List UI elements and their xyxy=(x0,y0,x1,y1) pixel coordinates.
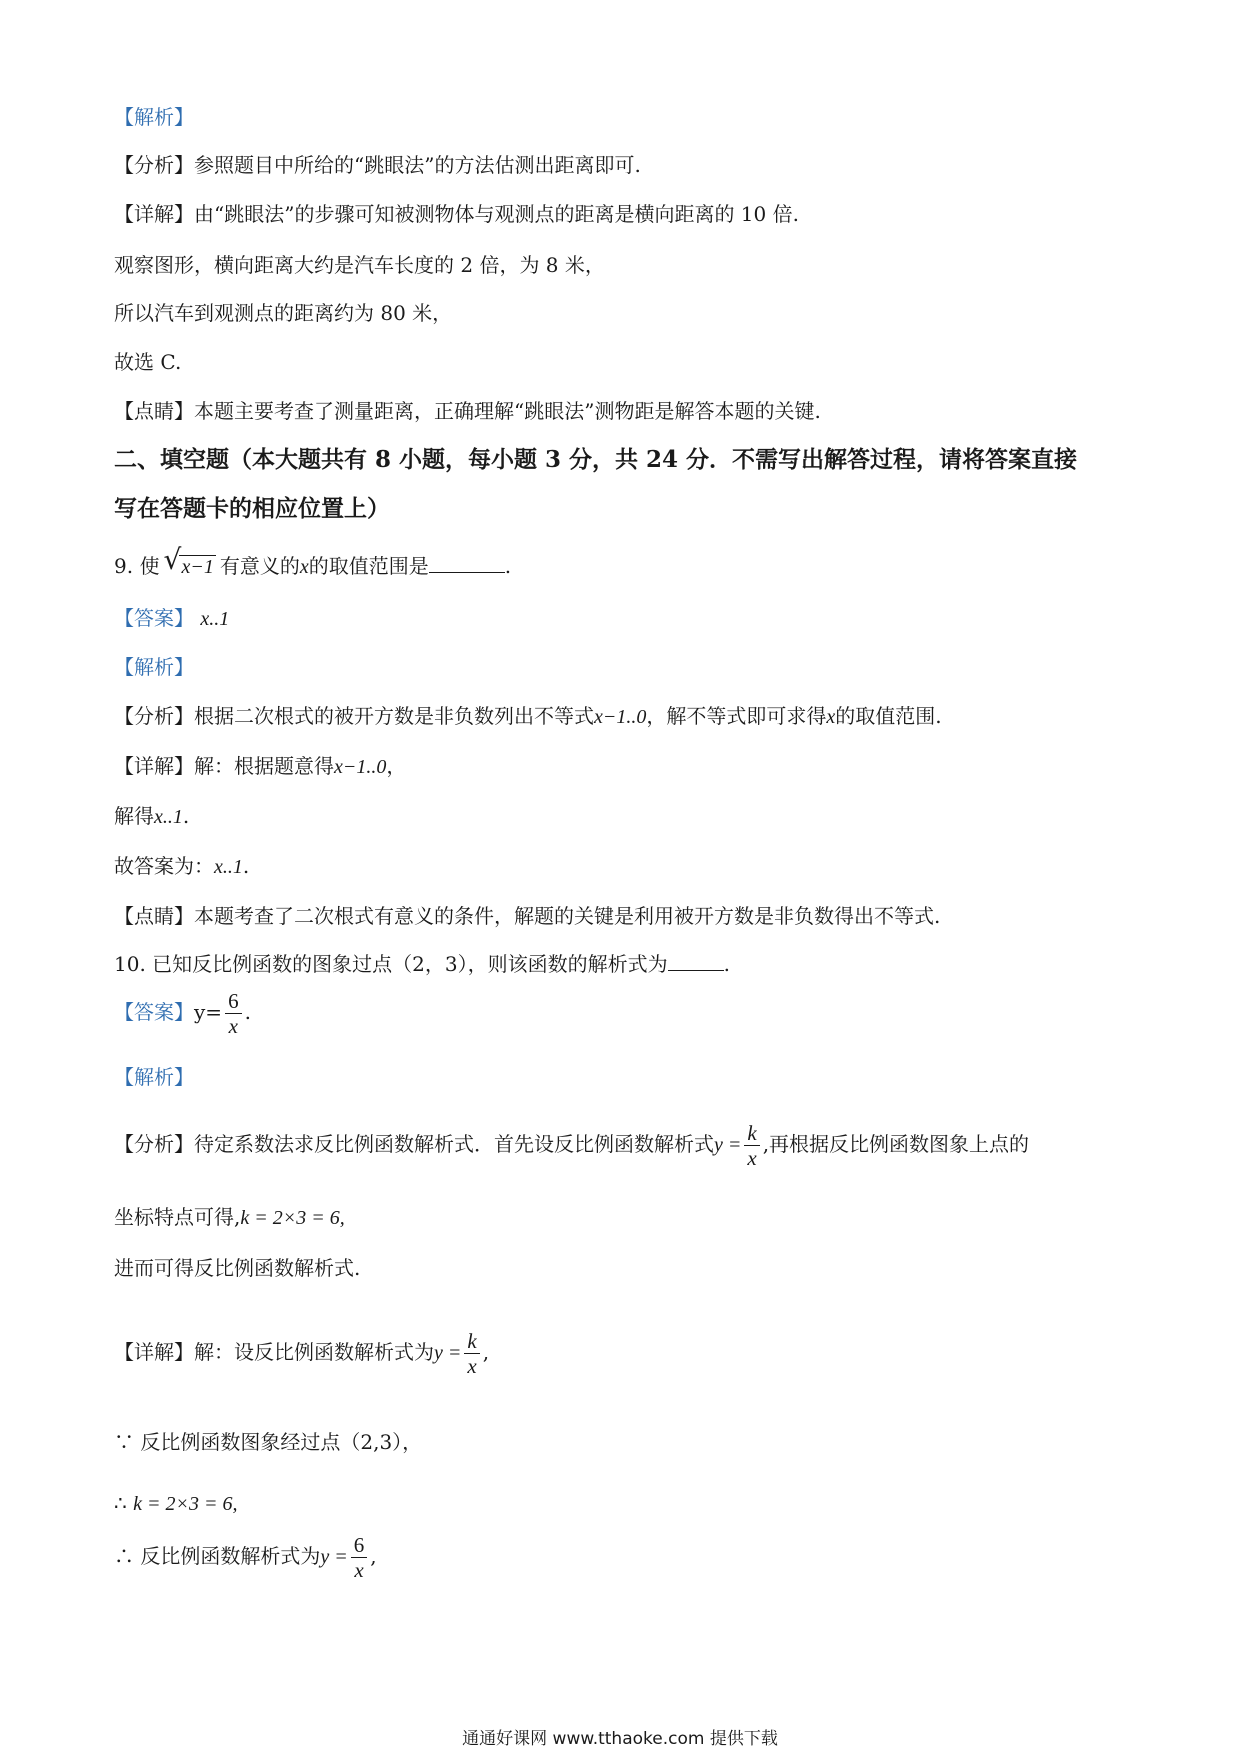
analysis-heading-3: 【解析】 xyxy=(114,1065,194,1089)
question-9: 9. 使 √ x−1 有意义的x的取值范围是 . xyxy=(114,552,511,581)
analysis-9: 【分析】根据二次根式的被开方数是非负数列出不等式x−1..0，解不等式即可求得x的取值范围. xyxy=(114,704,942,728)
section-title-line-1: 二、填空题（本大题共有 8 小题，每小题 3 分，共 24 分．不需写出解答过程，请将答案直接 xyxy=(114,446,1078,473)
radical-sign: √ xyxy=(163,543,182,576)
answer-10: 【答案】y= $\frac{6}{x}$ . xyxy=(114,989,251,1038)
therefore-line-2: ∴ 反比例函数解析式为y = $\frac{6}{x}$ , xyxy=(114,1533,377,1582)
solution-line-2: 所以汽车到观测点的距离约为 80 米， xyxy=(114,301,453,325)
answer-blank xyxy=(429,552,505,573)
page-footer: 通通好课网 www.tthaoke.com 提供下载 xyxy=(462,1729,778,1749)
comment-text: 【点睛】本题主要考查了测量距离，正确理解“跳眼法”测物距是解答本题的关键. xyxy=(114,399,821,423)
detail-9: 【详解】解：根据题意得x−1..0， xyxy=(114,754,407,778)
fraction: $\frac{6}{x}$ xyxy=(351,1533,368,1582)
because-line: ∵ 反比例函数图象经过点（2,3）， xyxy=(114,1430,423,1454)
answer-choice: 故选 C. xyxy=(114,350,182,374)
analysis-10: 【分析】待定系数法求反比例函数解析式．首先设反比例函数解析式y = $\frac{k}{x}$ ,再根据反比例函数图象上点的 xyxy=(114,1121,1030,1170)
solution-line-1: 观察图形，横向距离大约是汽车长度的 2 倍，为 8 米， xyxy=(114,253,605,277)
analysis-10-line-2: 坐标特点可得,k = 2×3 = 6, xyxy=(114,1205,345,1229)
therefore-line-1: ∴ k = 2×3 = 6, xyxy=(114,1491,238,1515)
sqrt-expression: √ x−1 xyxy=(163,543,214,578)
detail-text: 【详解】由“跳眼法”的步骤可知被测物体与观测点的距离是横向距离的 10 倍. xyxy=(114,202,799,226)
question-10: 10. 已知反比例函数的图象过点（2，3），则该函数的解析式为 . xyxy=(114,952,730,976)
analysis-heading-1: 【解析】 xyxy=(114,105,194,129)
fraction: $\frac{k}{x}$ xyxy=(744,1121,759,1170)
analysis-heading-2: 【解析】 xyxy=(114,655,194,679)
section-title-line-2: 写在答题卡的相应位置上） xyxy=(114,495,390,522)
fraction: $\frac{6}{x}$ xyxy=(225,989,242,1038)
answer-9: 【答案】 x..1 xyxy=(114,606,230,630)
answer-blank xyxy=(668,950,724,971)
detail-10: 【详解】解：设反比例函数解析式为y = $\frac{k}{x}$ , xyxy=(114,1329,490,1378)
final-answer-9: 故答案为：x..1. xyxy=(114,854,250,878)
solve-9: 解得x..1. xyxy=(114,804,190,828)
fraction: $\frac{k}{x}$ xyxy=(464,1329,479,1378)
analysis-text: 【分析】参照题目中所给的“跳眼法”的方法估测出距离即可. xyxy=(114,153,641,177)
comment-9: 【点睛】本题考查了二次根式有意义的条件，解题的关键是利用被开方数是非负数得出不等式. xyxy=(114,904,941,928)
analysis-10-line-3: 进而可得反比例函数解析式. xyxy=(114,1256,361,1280)
